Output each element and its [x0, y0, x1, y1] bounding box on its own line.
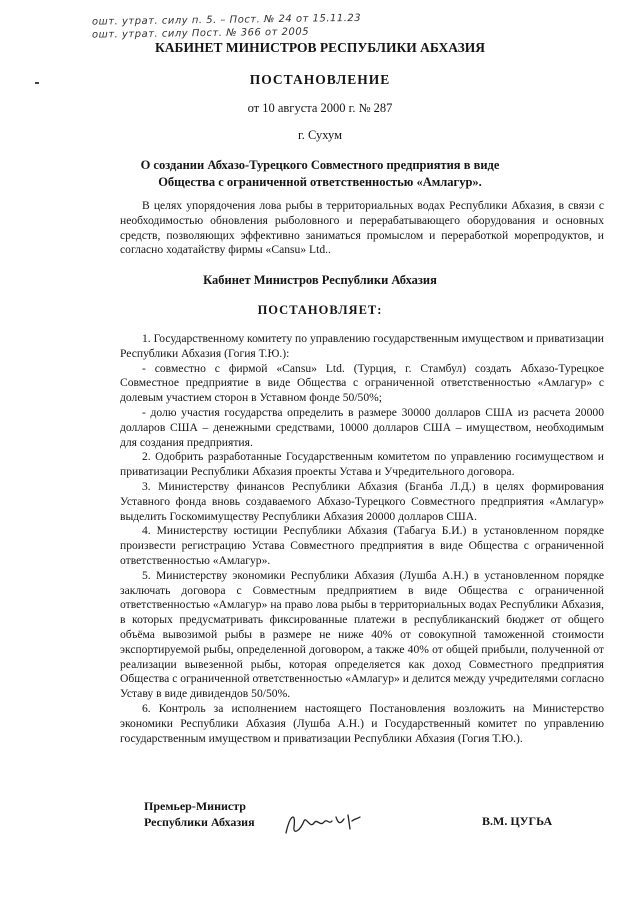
decree-heading: ПОСТАНОВЛЯЕТ: [257, 303, 383, 317]
clause-4: 4. Министерству юстиции Республики Абхазия (Табагуа Б.И.) в установленном порядке произвести регистрацию Устава Совместного предприятия в виде Общества с ограниченной ответственностью «Амлагур». [120, 524, 604, 567]
date-number: от 10 августа 2000 г. № 287 [247, 101, 393, 115]
signatory-name: В.М. ЦУГЬА [482, 814, 553, 828]
clause-1-sub-b: - долю участия государства определить в размере 30000 долларов США из расчета 20000 долларов США – денежными средствами, 10000 долларов США – имуществом, необходимым для создания предприятия. [120, 405, 604, 449]
clause-5: 5. Министерству экономики Республики Абхазия (Лушба А.Н.) в установленном порядке заключать договора с Совместным предприятием в виде Общества с ограниченной ответственностью «Амлагур» на право лова рыбы в территориальных водах Республики Абхазия, в которых предусматривать фиксированные платежи в республиканский бюджет от общего объёма вывозимой рыбы в размере не ниже 40% от совокупной таможенной стоимости экспортируемой рыбы, определенной договором, а также 40% от общей прибыли, полученной от реализации вывезенной рыбы, которая определяется как доход Совместного предприятия Общества с ограниченной ответственностью «Амлагур» и делится между учредителями согласно Уставу в виде дивидендов 50/50%. [120, 568, 605, 701]
signatory-title-line-1: Премьер-Министр [144, 799, 246, 813]
cabinet-heading: Кабинет Министров Республики Абхазия [203, 273, 437, 287]
handwritten-signature [282, 807, 362, 841]
document-type-heading: ПОСТАНОВЛЕНИЕ [249, 72, 391, 87]
handwritten-note-2: ошт. утрат. силу Пост. № 366 от 2005 [91, 26, 310, 41]
document-title [0, 157, 640, 191]
handwritten-note-1: ошт. утрат. силу п. 5. – Пост. № 24 от 15.11.23 [91, 12, 362, 28]
clause-1: 1. Государственному комитету по управлению государственным имуществом и приватизации Республики Абхазия (Гогия Т.Ю.): [120, 332, 604, 360]
city: г. Сухум [297, 128, 342, 142]
organization-heading: КАБИНЕТ МИНИСТРОВ РЕСПУБЛИКИ АБХАЗИЯ [155, 40, 485, 55]
signatory-title [144, 798, 255, 830]
title-line-2: Общества с ограниченной ответственностью «Амлагур». [158, 175, 482, 189]
clause-2: 2. Одобрить разработанные Государственным комитетом по управлению госимуществом и приватизации Республики Абхазия проекты Устава и Учредительного договора. [120, 450, 604, 479]
preamble-paragraph: В целях упорядочения лова рыбы в территориальных водах Республики Абхазия, в связи с необходимостью обновления рыболовного и перерабатывающего оборудования и основных средств, позволяющих эффективно заниматься промыслом и переработкой морепродуктов, и согласно ходатайству фирмы «Cansu» Ltd.. [120, 199, 604, 257]
clause-6: 6. Контроль за исполнением настоящего Постановления возложить на Министерство экономики Республики Абхазия (Лушба А.Н.) и Государственный комитет по управлению государственным имуществом и приватизации Республики Абхазия (Гогия Т.Ю.). [120, 701, 604, 745]
clause-3: 3. Министерству финансов Республики Абхазия (Бганба Л.Д.) в целях формирования Уставного фонда вновь создаваемого Абхазо-Турецкого Совместного предприятия «Амлагур» выделить Госкомимуществу Республики Абхазия 20000 долларов США. [120, 479, 604, 523]
signatory-title-line-2: Республики Абхазия [144, 815, 255, 829]
title-line-1: О создании Абхазо-Турецкого Совместного предприятия в виде [140, 158, 500, 172]
decree-clauses [120, 332, 604, 746]
clause-1-sub-a: - совместно с фирмой «Cansu» Ltd. (Турция, г. Стамбул) создать Абхазо-Турецкое Совместное предприятие в виде Общества с ограниченной ответственностью «Амлагур» с долевым участием сторон в Уставном фонде 50/50%; [120, 361, 604, 405]
